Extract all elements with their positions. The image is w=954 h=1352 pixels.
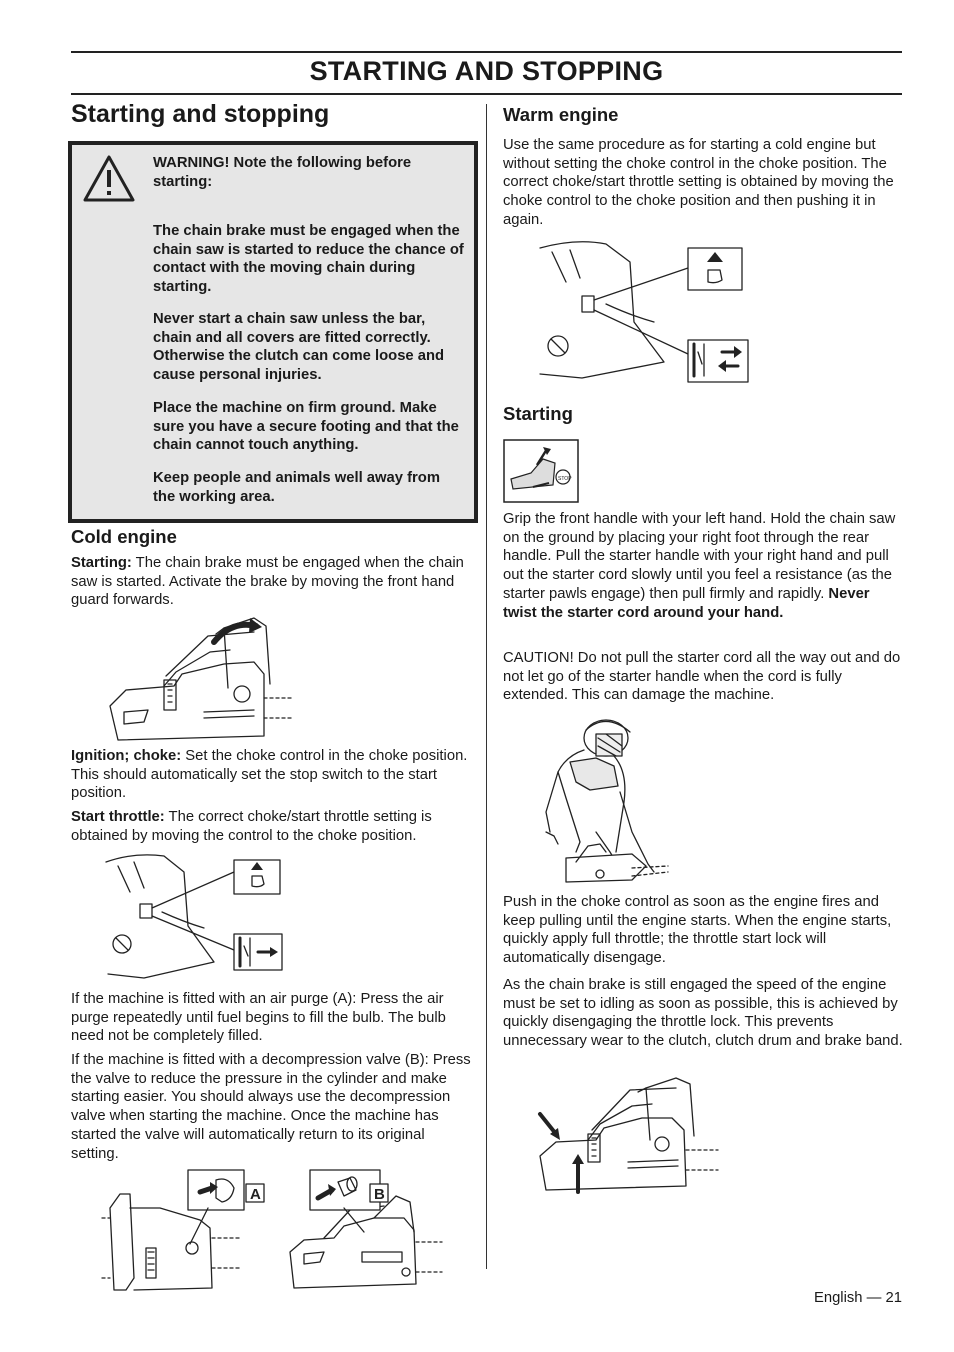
warning-box bbox=[68, 141, 478, 523]
operator-starting-illustration bbox=[536, 712, 670, 888]
warm-engine-heading: Warm engine bbox=[503, 104, 619, 125]
column-divider bbox=[486, 104, 487, 1269]
warm-choke-illustration bbox=[536, 238, 752, 384]
warning-triangle-icon bbox=[82, 154, 136, 204]
warning-item-4: Keep people and animals well away from the working area. bbox=[153, 470, 440, 505]
header-bottom-rule bbox=[71, 93, 902, 95]
caution-paragraph: CAUTION! Do not pull the starter cord all the way out and do not let go of the starter handle when the cord is fully extended. This can damage the machine. bbox=[503, 650, 901, 704]
throttle-text: The correct choke/start throttle setting is obtained by moving the control to the choke position. bbox=[71, 809, 432, 844]
ignition-text: Set the choke control in the choke position. This should automatically set the stop switch to the start position. bbox=[71, 748, 468, 802]
start-throttle-paragraph bbox=[71, 808, 471, 845]
top-rule bbox=[71, 51, 902, 53]
warning-item-1: The chain brake must be engaged when the chain saw is started to reduce the chance of contact with the moving chain during starting. bbox=[153, 223, 464, 295]
starting-heading: Starting bbox=[503, 403, 573, 424]
page-footer: English — 21 bbox=[813, 1290, 902, 1306]
choke-control-illustration bbox=[104, 852, 286, 982]
grip-bold-warning: Never twist the starter cord around your hand. bbox=[503, 585, 870, 621]
cold-starting-text: The chain brake must be engaged when the chain saw is started. Activate the brake by moving the front hand guard forwards. bbox=[71, 555, 464, 609]
decompression-valve-illustration bbox=[284, 1168, 444, 1296]
chainsaw-brake-illustration bbox=[104, 614, 294, 742]
stop-label: STOP bbox=[558, 476, 572, 482]
page-title: Starting and stopping bbox=[71, 100, 330, 128]
decompression-paragraph: If the machine is fitted with a decompression valve (B): Press the valve to reduce the pressure in the cylinder and make starting easier. You should always use the decompression valve when starting the machine. Once the machine has started the valve will automatically return to its original setting. bbox=[71, 1052, 471, 1162]
choke-push-paragraph: Push in the choke control as soon as the engine fires and keep pulling until the engine starts. When the engine starts, quickly apply full throttle; the throttle start lock will automatically disengage. bbox=[503, 894, 892, 967]
label-a: A bbox=[250, 1186, 261, 1203]
warning-heading: WARNING! Note the following before starting: bbox=[153, 155, 412, 190]
air-purge-illustration bbox=[100, 1168, 272, 1298]
ignition-choke-paragraph bbox=[71, 747, 471, 803]
cold-engine-heading: Cold engine bbox=[71, 526, 177, 547]
warm-engine-paragraph: Use the same procedure as for starting a cold engine but without setting the choke control in the choke position. The correct choke/start throttle setting is obtained by moving the choke control to the choke position and then pushing it in again. bbox=[503, 137, 894, 228]
throttle-label: Start throttle: bbox=[71, 809, 165, 825]
cold-starting-label: Starting: bbox=[71, 555, 132, 571]
grip-text: Grip the front handle with your left hand. Hold the chain saw on the ground by placing your right foot through the rear handle. Pull the starter handle with your right hand and pull out the starter cord slowly until you feel a resistance (as the starter pawls engage) then pull firmly and rapidly. bbox=[503, 511, 896, 602]
starting-symbol-icon bbox=[503, 439, 579, 503]
cold-starting-paragraph bbox=[71, 554, 471, 610]
section-title: STARTING AND STOPPING bbox=[309, 56, 664, 86]
chain-brake-idle-paragraph: As the chain brake is still engaged the speed of the engine must be set to idling as soon as possible, this is achieved by quickly disengaging the throttle lock. This prevents unnecessary wear to the clutch, clutch drum and brake band. bbox=[503, 977, 903, 1050]
warning-item-2: Never start a chain saw unless the bar, chain and all covers are fitted correctly. Otherwise the clutch can come loose and cause personal injuries. bbox=[153, 311, 445, 383]
grip-paragraph bbox=[503, 510, 903, 622]
air-purge-paragraph: If the machine is fitted with an air purge (A): Press the air purge repeatedly until fuel begins to fill the bulb. The bulb need not be completely filled. bbox=[71, 991, 446, 1045]
warning-item-3: Place the machine on firm ground. Make sure you have a secure footing and that the chain cannot touch anything. bbox=[153, 400, 459, 453]
ignition-label: Ignition; choke: bbox=[71, 748, 182, 764]
label-b: B bbox=[374, 1186, 385, 1203]
throttle-lock-illustration bbox=[532, 1076, 722, 1196]
